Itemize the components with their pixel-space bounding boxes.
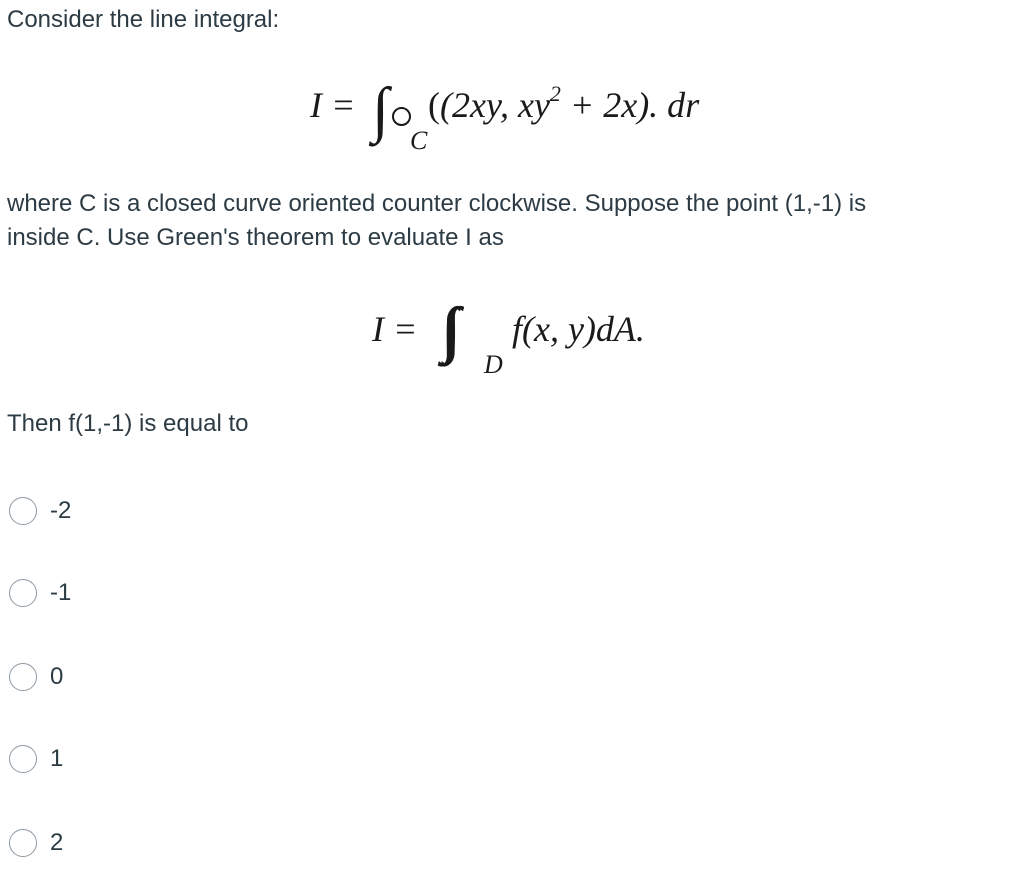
equation2-lhs: I = [372,309,418,349]
contour-circle-icon [392,107,411,126]
contour-subscript: C [410,126,428,155]
answer-option[interactable] [9,660,63,694]
radio-button[interactable] [9,497,37,525]
answer-option[interactable] [9,742,63,776]
answer-option[interactable] [9,826,63,860]
radio-button[interactable] [9,663,37,691]
question-prompt: Then f(1,-1) is equal to [7,410,249,437]
double-integral-equation [372,292,692,392]
integrand-vector: r⃗ [685,85,728,125]
integrand-tail: + 2x). d [560,85,686,125]
answer-option[interactable] [9,494,71,528]
radio-button[interactable] [9,579,37,607]
question-intro: Consider the line integral: [7,6,280,33]
equation1-lhs: I = [310,85,356,125]
integrand-power: 2 [549,81,561,106]
option-label: -2 [50,497,72,524]
line-integral-equation [310,70,760,165]
region-subscript: D [484,350,503,379]
answer-option[interactable] [9,576,71,610]
option-label: 0 [50,663,64,690]
radio-button[interactable] [9,829,37,857]
integrand-part: (2xy, xy [440,85,550,125]
option-label: -1 [50,579,72,606]
option-label: 1 [50,745,64,772]
option-label: 2 [50,829,64,856]
equation1-integrand: ((2xy, $xy^2 + 2x$). dr⃗ [428,81,728,125]
equation2-integrand: f(x, y)dA. [512,309,645,349]
radio-button[interactable] [9,745,37,773]
description-line-2: inside C. Use Green's theorem to evaluate I as [7,224,504,251]
contour-integral-icon: ∫ [372,76,389,144]
description-line-1: where C is a closed curve oriented counter clockwise. Suppose the point (1,-1) is [7,190,867,217]
